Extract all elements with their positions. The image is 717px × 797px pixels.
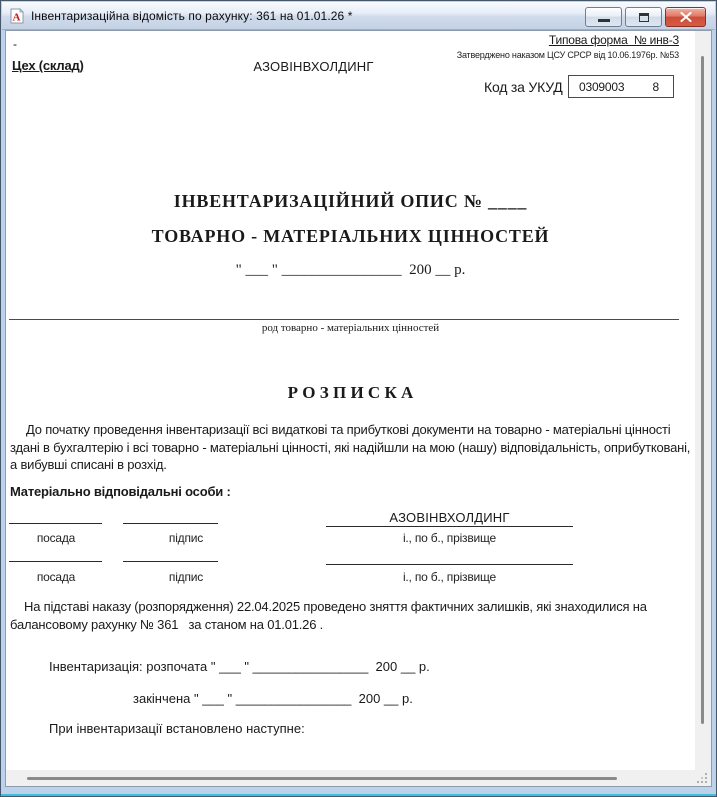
minimize-icon: [598, 19, 610, 22]
client-area: [5, 30, 712, 787]
minimize-button[interactable]: [585, 7, 622, 27]
vertical-scrollbar-thumb[interactable]: [701, 56, 704, 724]
window-controls: [585, 7, 706, 27]
resize-grip[interactable]: [697, 772, 708, 783]
horizontal-rule: [9, 319, 679, 320]
signature-line-name-2: [326, 564, 573, 565]
form-type-label: Типова форма № инв-3: [548, 33, 679, 47]
signature-line-pidpys-1: [123, 523, 218, 524]
dept-label: Цех (склад): [12, 58, 84, 73]
maximize-icon: [639, 13, 649, 22]
doc-title-line1: ІНВЕНТАРИЗАЦІЙНИЙ ОПИС № ____: [173, 191, 528, 211]
top-dash: -: [13, 37, 17, 51]
inventory-started-line: Інвентаризація: розпочата " ___ " ________________ 200 __ р.: [49, 659, 430, 674]
approved-note: Затверджено наказом ЦСУ СРСР від 10.06.1976р. №53: [456, 50, 679, 60]
svg-text:A: A: [12, 11, 21, 23]
receipt-paragraph: До початку проведення інвентаризації всі видаткові та прибуткові документи на товарно - матеріальні цінності здані в бухгалтерію і всі товарно - матеріальні цінності, які надійшли на мою (нашу) відповідальність, оприбутковані, а вибувші списані в розхід.: [10, 422, 694, 472]
order-paragraph: На підставі наказу (розпорядження) 22.04.2025 проведено зняття фактичних залишків, які знаходилися на балансовому рахунку № 361 за станом на 01.01.26 .: [10, 599, 651, 632]
horizontal-scrollbar-thumb[interactable]: [27, 777, 617, 780]
inventory-finished-line: закінчена " ___ " ________________ 200 __ р.: [133, 691, 413, 706]
maximize-button[interactable]: [625, 7, 662, 27]
doc-title-line2: ТОВАРНО - МАТЕРІАЛЬНИХ ЦІННОСТЕЙ: [151, 226, 550, 246]
fio-label-1: і., по б., прізвище: [402, 531, 497, 545]
receipt-title: Р О З П И С К А: [287, 383, 414, 402]
code-value-main: 0309003: [579, 79, 625, 94]
titlebar[interactable]: [2, 2, 715, 30]
signature-name-1: АЗОВІНВХОЛДИНГ: [389, 510, 510, 525]
inventory-found-note: При інвентаризації встановлено наступне:: [49, 721, 305, 736]
vertical-scrollbar[interactable]: [695, 31, 711, 770]
code-label: Код за УКУД: [484, 79, 563, 95]
code-value-extra: 8: [652, 79, 659, 94]
rule-caption: род товарно - матеріальних цінностей: [261, 322, 440, 334]
document-icon: [9, 8, 25, 24]
code-box: [568, 75, 674, 98]
posada-label-1: посада: [36, 531, 76, 545]
pidpys-label-2: підпис: [168, 570, 204, 584]
app-icon: [9, 8, 25, 24]
org-name-top: АЗОВІНВХОЛДИНГ: [253, 59, 374, 74]
signature-line-posada-1: [9, 523, 102, 524]
close-icon: [680, 12, 692, 22]
window-title: Інвентаризаційна відомість по рахунку: 361 на 01.01.26 *: [31, 8, 353, 23]
doc-date-blank: " ___ " ________________ 200 __ р.: [235, 262, 466, 278]
posada-label-2: посада: [36, 570, 76, 584]
pidpys-label-1: підпис: [168, 531, 204, 545]
close-button[interactable]: [665, 7, 706, 27]
signature-line-name-1: [326, 526, 573, 527]
fio-label-2: і., по б., прізвище: [402, 570, 497, 584]
document-preview[interactable]: [6, 31, 695, 770]
signature-line-posada-2: [9, 561, 102, 562]
horizontal-scrollbar[interactable]: [6, 770, 695, 786]
responsible-persons-label: Матеріально відповідальні особи :: [10, 484, 231, 499]
signature-line-pidpys-2: [123, 561, 218, 562]
